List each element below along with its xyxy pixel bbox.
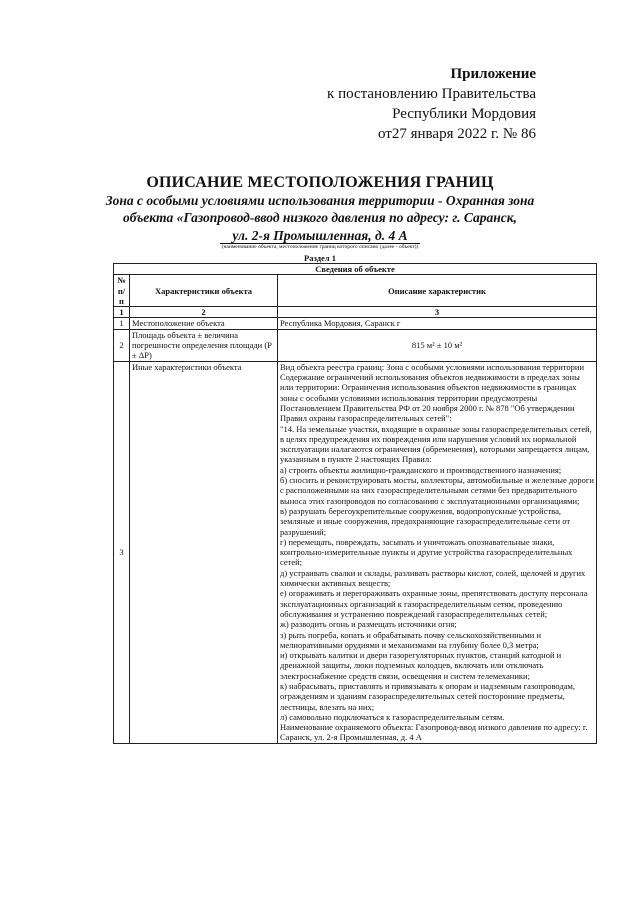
document-title: ОПИСАНИЕ МЕСТОПОЛОЖЕНИЯ ГРАНИЦ: [146, 174, 494, 191]
object-info-table: [113, 263, 597, 744]
subtitle-line-2: объекта «Газопровод-ввод низкого давления по адресу: г. Саранск,: [123, 210, 517, 225]
desc-paragraph: Содержание ограничений использования объектов недвижимости в пределах зоны или территории: Ограничения использования объектов недвижимости в границах зоны с особыми условиями использования территории предусмотрены Постановлением Правительства РФ от 20 ноября 2000 г. № 878 "Об утверждении Правил охраны газораспределительных сетей":: [280, 372, 580, 424]
table-group-header-row: [114, 264, 597, 275]
desc-paragraph: Наименование охраняемого объекта: Газопровод-ввод низкого давления по адресу: г. Саранск, ул. 2-я Промышленная, д. 4 А: [280, 722, 588, 743]
row-char: Местоположение объекта: [130, 318, 278, 329]
row-num: 1: [114, 318, 130, 329]
desc-paragraph: б) сносить и реконструировать мосты, коллекторы, автомобильные и железные дороги с расположенными на них газораспределительными сетями без предварительного выноса этих газопроводов по согласованию с эксплуатационными организациями;: [280, 475, 594, 506]
col-index-1: 1: [114, 307, 130, 318]
desc-paragraph: д) устраивать свалки и склады, разливать растворы кислот, солей, щелочей и других химически активных веществ;: [280, 567, 586, 589]
appendix-title: Приложение: [450, 66, 536, 82]
row-desc: [278, 361, 597, 743]
desc-paragraph: а) строить объекты жилищно-гражданского и производственного назначения;: [280, 464, 562, 475]
col-header-desc: Описание характеристик: [278, 275, 597, 307]
section-title: Раздел 1: [304, 253, 336, 263]
desc-paragraph: "14. На земельные участки, входящие в охранные зоны газораспределительных сетей, в целях предупреждения их повреждения или нарушения условий их нормальной эксплуатации налагаются ограничения (обременения), которыми запрещается лицам, указанным в пункте 2 настоящих Правил:: [280, 423, 592, 465]
row-desc: Республика Мордовия, Саранск г: [278, 318, 597, 329]
table-index-row: [114, 307, 597, 318]
appendix-line-3: от27 января 2022 г. № 86: [378, 126, 536, 142]
desc-paragraph: ж) разводить огонь и размещать источники огня;: [280, 619, 457, 630]
col-header-char: Характеристики объекта: [130, 275, 278, 307]
table-row: [114, 329, 597, 361]
row-desc: 815 м² ± 10 м²: [278, 329, 597, 361]
appendix-line-1: к постановлению Правительства: [327, 86, 536, 102]
table-group-header: Сведения об объекте: [114, 264, 597, 275]
col-index-3: 3: [278, 307, 597, 318]
row-char: Площадь объекта ± величина погрешности определения площади (Р ± ΔР): [130, 329, 278, 361]
row-char: Иные характеристики объекта: [130, 361, 278, 743]
table-header-row: [114, 275, 597, 307]
desc-paragraph: е) огораживать и перегораживать охранные зоны, препятствовать доступу персонала эксплуатационных организаций к газораспределительным сетям, проведению обслуживания и устранению повреждений газораспределительных сетей;: [280, 588, 588, 619]
desc-paragraph: Вид объекта реестра границ: Зона с особыми условиями использования территории: [280, 361, 585, 372]
table-row: [114, 318, 597, 329]
desc-paragraph: з) рыть погреба, копать и обрабатывать почву сельскохозяйственными и мелиоративными орудиями и механизмами на глубину более 0,3 метра;: [280, 629, 542, 650]
desc-paragraph: к) набрасывать, приставлять и привязывать к опорам и надземным газопроводам, ограждениям и зданиям газораспределительных сетей посторонние предметы, лестницы, влезать на них;: [280, 680, 576, 712]
subtitle-line-1: Зона с особыми условиями использования территории - Охранная зона: [105, 193, 535, 208]
subtitle-line-3: [60, 228, 580, 244]
col-header-num: № п/п: [114, 275, 130, 307]
subtitle-line-3-text: ул. 2-я Промышленная, д. 4 А: [220, 228, 419, 244]
desc-paragraph: л) самовольно подключаться к газораспределительным сетям.: [280, 711, 505, 722]
col-index-2: 2: [130, 307, 278, 318]
desc-paragraph: в) разрушать берегоукрепительные сооружения, водопропускные устройства, земляные и иные сооружения, предохраняющие газораспределительные сети от разрушений;: [280, 505, 571, 537]
object-caption: (наименование объекта, местоположение границ которого описано (далее - объект)): [221, 244, 419, 250]
row-num: 3: [114, 361, 130, 743]
desc-paragraph: и) открывать калитки и двери газорегуляторных пунктов, станций катодной и дренажной защиты, люки подземных колодцев, включать или отключать электроснабжение средств связи, освещения и систем телемеханики;: [280, 650, 562, 681]
table-row: [114, 361, 597, 743]
row-num: 2: [114, 329, 130, 361]
desc-paragraph: г) перемещать, повреждать, засыпать и уничтожать опознавательные знаки, контрольно-измерительные пункты и другие устройства газораспределительных сетей;: [280, 536, 573, 568]
appendix-line-2: Республики Мордовия: [392, 106, 536, 122]
